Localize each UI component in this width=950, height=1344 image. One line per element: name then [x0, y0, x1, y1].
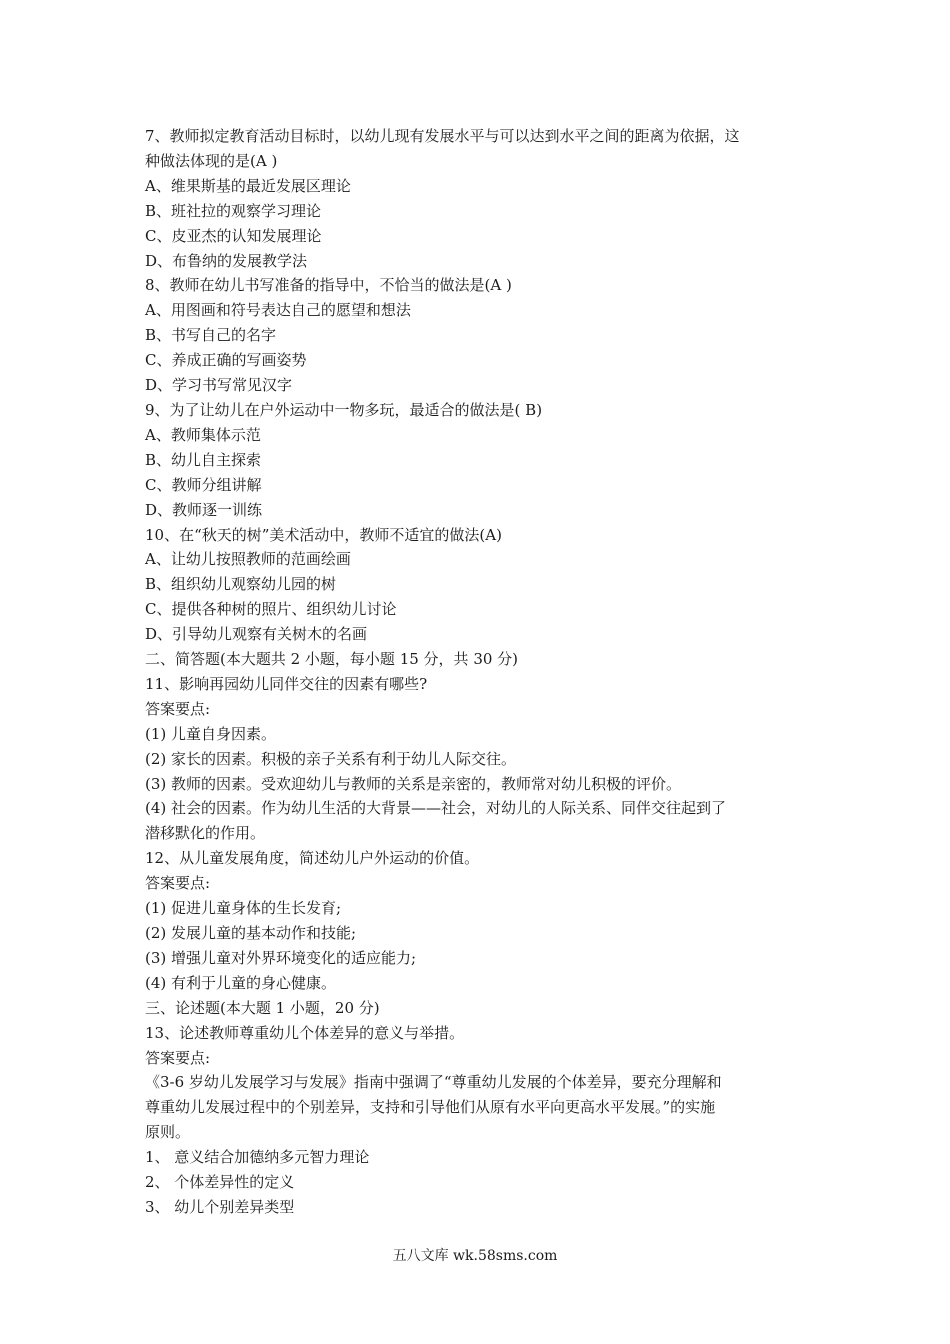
question-8-text: 8、教师在幼儿书写准备的指导中，不恰当的做法是(A )	[145, 276, 512, 295]
answer-11-point-3: (3) 教师的因素。受欢迎幼儿与教师的关系是亲密的，教师常对幼儿积极的评价。	[145, 774, 682, 793]
question-8-option-b: B、书写自己的名字	[145, 326, 277, 345]
answer-11-point-2: (2) 家长的因素。积极的亲子关系有利于幼儿人际交往。	[145, 749, 517, 768]
question-10-option-c: C、提供各种树的照片、组织幼儿讨论	[145, 600, 397, 619]
question-13-text: 13、论述教师尊重幼儿个体差异的意义与举措。	[145, 1023, 465, 1042]
document-body	[145, 124, 813, 1220]
answer-11-point-4-cont: 潜移默化的作用。	[145, 824, 266, 843]
question-9-option-a: A、教师集体示范	[145, 425, 261, 444]
answer-label-12: 答案要点:	[145, 874, 211, 893]
answer-13-paragraph: 《3-6 岁幼儿发展学习与发展》指南中强调了“尊重幼儿发展的个体差异，要充分理解和	[145, 1073, 722, 1092]
question-9-option-b: B、幼儿自主探索	[145, 450, 262, 469]
answer-13-point-2: 2、 个体差异性的定义	[145, 1173, 295, 1192]
question-9-text: 9、为了让幼儿在户外运动中一物多玩，最适合的做法是( B)	[145, 400, 543, 419]
question-10-option-a: A、让幼儿按照教师的范画绘画	[145, 550, 351, 569]
question-12-text: 12、从儿童发展角度，简述幼儿户外运动的价值。	[145, 849, 480, 868]
answer-12-point-4: (4) 有利于儿童的身心健康。	[145, 973, 337, 992]
question-7-option-c: C、皮亚杰的认知发展理论	[145, 226, 322, 245]
question-10-text: 10、在“秋天的树”美术活动中，教师不适宜的做法(A)	[145, 525, 502, 544]
question-11-text: 11、影响再园幼儿同伴交往的因素有哪些?	[145, 674, 428, 693]
answer-11-point-1: (1) 儿童自身因素。	[145, 724, 277, 743]
question-7-option-b: B、班社拉的观察学习理论	[145, 201, 322, 220]
answer-12-point-2: (2) 发展儿童的基本动作和技能;	[145, 924, 357, 942]
question-8-option-a: A、用图画和符号表达自己的愿望和想法	[145, 301, 411, 320]
section-2-heading: 二、简答题(本大题共 2 小题，每小题 15 分，共 30 分)	[145, 650, 519, 669]
answer-11-point-4: (4) 社会的因素。作为幼儿生活的大背景——社会，对幼儿的人际关系、同伴交往起到了	[145, 799, 727, 818]
question-9-option-c: C、教师分组讲解	[145, 475, 262, 494]
answer-12-point-1: (1) 促进儿童身体的生长发育;	[145, 899, 342, 918]
answer-12-point-3: (3) 增强儿童对外界环境变化的适应能力;	[145, 948, 417, 967]
answer-label-13: 答案要点:	[145, 1048, 211, 1067]
answer-13-paragraph-cont: 尊重幼儿发展过程中的个别差异，支持和引导他们从原有水平向更高水平发展。”的实施	[145, 1098, 716, 1117]
question-7-text-cont: 种做法体现的是(A )	[145, 151, 278, 170]
question-10-option-b: B、组织幼儿观察幼儿园的树	[145, 575, 337, 594]
section-3-heading: 三、论述题(本大题 1 小题，20 分)	[145, 998, 380, 1017]
page-footer: 五八文库 wk.58sms.com	[392, 1248, 558, 1264]
answer-13-point-1: 1、 意义结合加德纳多元智力理论	[145, 1148, 370, 1167]
question-9-option-d: D、教师逐一训练	[145, 500, 263, 519]
question-7-text: 7、教师拟定教育活动目标时，以幼儿现有发展水平与可以达到水平之间的距离为依据，这	[145, 127, 740, 145]
question-10-option-d: D、引导幼儿观察有关树木的名画	[145, 625, 368, 644]
question-8-option-d: D、学习书写常见汉字	[145, 376, 293, 395]
answer-13-point-3: 3、 幼儿个别差异类型	[145, 1197, 295, 1216]
answer-13-paragraph-end: 原则。	[145, 1123, 191, 1142]
answer-label-11: 答案要点:	[145, 699, 211, 718]
question-7-option-d: D、布鲁纳的发展教学法	[145, 251, 308, 270]
question-7-option-a: A、维果斯基的最近发展区理论	[145, 176, 351, 195]
question-8-option-c: C、养成正确的写画姿势	[145, 351, 307, 370]
